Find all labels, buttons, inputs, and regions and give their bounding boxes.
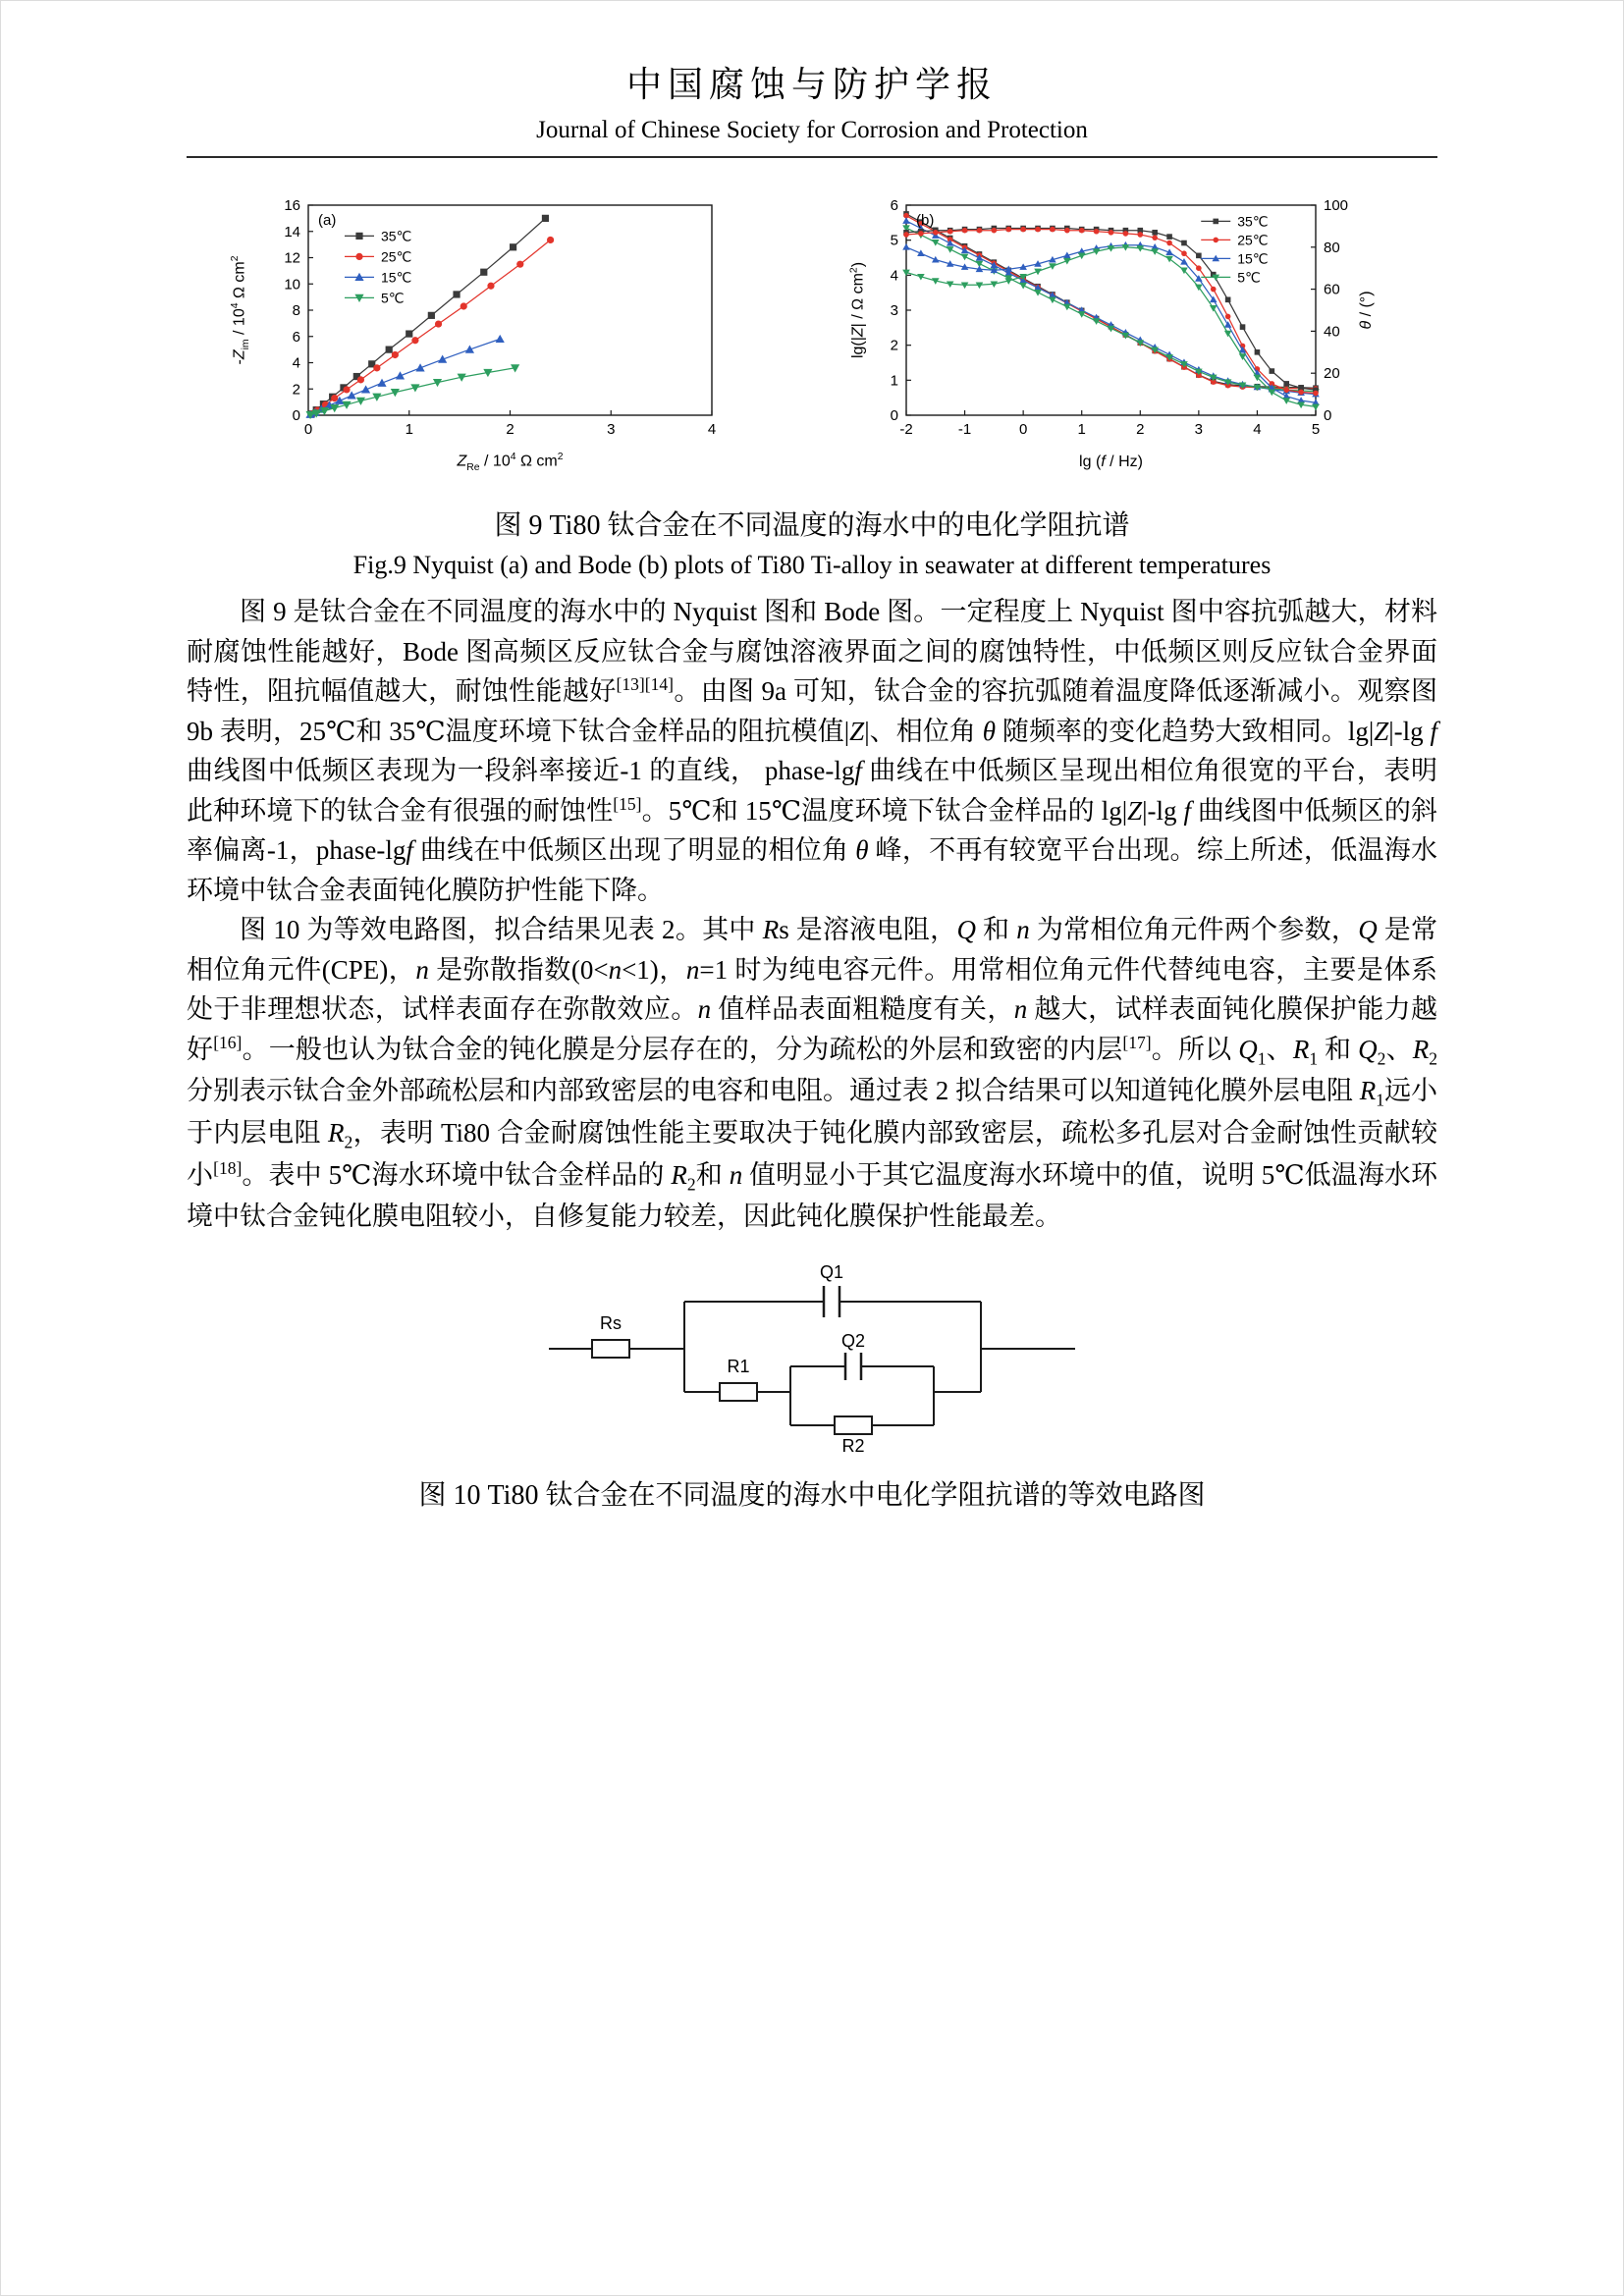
body-paragraph-2: 图 10 为等效电路图，拟合结果见表 2。其中 Rs 是溶液电阻，Q 和 n 为常相位角元件两个参数，Q 是常相位角元件(CPE)，n 是弥散指数(0<n<1)，n=1 时为纯电容元件。用常相位角元件代替纯电容，主要是体系处于非理想状态，试样表面存在弥散效应。n 值样品表面粗糙度有关，n 越大，试样表面钝化膜保护能力越好[16]。一般也认为钛合金的钝化膜是分层存在的，分为疏松的外层和致密的内层[17]。所以 $Q_1$、$R_1$ 和 $Q_2$、$R_2$ 分别表示钛合金外部疏松层和内部致密层的电容和电阻。通过表 2 拟合结果可以知道钝化膜外层电阻 $R_1$远小于内层电阻 $R_2$，表明 Ti80 合金耐腐蚀性能主要取决于钝化膜内部致密层，疏松多孔层对合金耐蚀性贡献较小[18]。表中 5℃海水环境中钛合金样品的 $R_2$和 n 值明显小于其它温度海水环境中的值，说明 5℃低温海水环境中钛合金钝化膜电阻较小，自修复能力较差，因此钝化膜保护性能最差。 — [187, 915, 1438, 1232]
resistor-r1 — [720, 1383, 757, 1401]
body-paragraph-1: 图 9 是钛合金在不同温度的海水中的 Nyquist 图和 Bode 图。一定程度上 Nyquist 图中容抗弧越大，材料耐腐蚀性能越好，Bode 图高频区反应钛合金与腐蚀溶液界面之间的腐蚀特性，中低频区则反应钛合金界面特性，阻抗幅值越大，耐蚀性能越好[13][14]。由图 9a 可知，钛合金的容抗弧随着温度降低逐渐减小。观察图 9b 表明，25℃和 35℃温度环境下钛合金样品的阻抗模值|Z|、相位角 θ 随频率的变化趋势大致相同。lg|Z|-lg f 曲线图中低频区表现为一段斜率接近-1 的直线， phase-lgf 曲线在中低频区呈现出相位角很宽的平台，表明此种环境下的钛合金有很强的耐蚀性[15]。5℃和 15℃温度环境下钛合金样品的 lg|Z|-lg f 曲线图中低频区的斜率偏离-1，phase-lgf 曲线在中低频区出现了明显的相位角 θ 峰，不再有较宽平台出现。综上所述，低温海水环境中钛合金表面钝化膜防护性能下降。 — [187, 597, 1438, 905]
body-text — [187, 592, 1437, 1237]
svg-text:35℃: 35℃ — [380, 228, 412, 244]
svg-text:6: 6 — [292, 328, 300, 346]
bode-y2-axis-label: θ / (°) — [1358, 291, 1375, 330]
svg-text:4: 4 — [707, 421, 717, 438]
series-25℃ — [307, 237, 554, 417]
svg-text:1: 1 — [405, 421, 413, 438]
figure9-caption-zh: 图 9 Ti80 钛合金在不同温度的海水中的电化学阻抗谱 — [494, 510, 1130, 541]
svg-text:4: 4 — [1253, 421, 1262, 438]
svg-text:3: 3 — [607, 421, 616, 438]
svg-text:15℃: 15℃ — [380, 269, 412, 286]
svg-text:16: 16 — [284, 197, 300, 214]
nyquist-x-axis-label: $Z_{Re} / 10^4$ Ω $cm^2$ — [457, 452, 564, 473]
svg-text:4: 4 — [890, 267, 898, 285]
svg-text:10: 10 — [284, 276, 300, 294]
svg-text:80: 80 — [1324, 239, 1340, 256]
svg-text:40: 40 — [1324, 323, 1340, 341]
legend — [345, 228, 411, 305]
equivalent-circuit-figure — [187, 1262, 1437, 1462]
figure9-caption-en: Fig.9 Nyquist (a) and Bode (b) plots of Ti80 Ti-alloy in seawater at different temperatures — [352, 551, 1272, 579]
circuit-label-q1: Q1 — [819, 1261, 844, 1282]
circuit-label-r1: R1 — [727, 1356, 750, 1376]
svg-text:25℃: 25℃ — [380, 248, 412, 265]
circuit-label-q2: Q2 — [840, 1330, 866, 1351]
equivalent-circuit-canvas — [537, 1262, 1087, 1457]
svg-text:0: 0 — [1018, 421, 1028, 438]
svg-text:0: 0 — [1324, 407, 1332, 424]
svg-text:5: 5 — [1311, 421, 1321, 438]
resistor-rs — [592, 1340, 629, 1358]
x-axis-ticks — [899, 410, 1320, 438]
svg-text:2: 2 — [1136, 421, 1145, 438]
bode-y-axis-label: lg(|Z| / Ω $cm^2$) — [848, 261, 867, 359]
svg-text:-1: -1 — [957, 421, 972, 438]
svg-text:5℃: 5℃ — [380, 290, 405, 306]
svg-text:20: 20 — [1324, 365, 1340, 383]
svg-text:35℃: 35℃ — [1237, 213, 1269, 230]
panel-label: (a) — [318, 212, 337, 229]
svg-text:2: 2 — [506, 421, 514, 438]
svg-text:0: 0 — [303, 421, 313, 438]
svg-text:25℃: 25℃ — [1237, 232, 1269, 248]
journal-title-zh: 中国腐蚀与防护学报 — [625, 65, 998, 104]
svg-text:3: 3 — [1194, 421, 1204, 438]
svg-text:4: 4 — [292, 354, 300, 372]
circuit-label-rs: Rs — [600, 1312, 622, 1333]
plot-frame — [308, 205, 712, 415]
svg-text:-2: -2 — [899, 421, 913, 438]
svg-text:15℃: 15℃ — [1237, 250, 1269, 267]
nyquist-canvas — [226, 191, 731, 478]
figure10-caption-zh: 图 10 Ti80 钛合金在不同温度的海水中电化学阻抗谱的等效电路图 — [418, 1479, 1206, 1511]
svg-text:14: 14 — [284, 223, 300, 240]
svg-text:2: 2 — [890, 337, 898, 354]
journal-title-en: Journal of Chinese Society for Corrosion and Protection — [536, 117, 1088, 143]
svg-text:12: 12 — [284, 249, 300, 267]
svg-text:0: 0 — [292, 407, 300, 424]
svg-text:3: 3 — [890, 302, 898, 319]
svg-text:8: 8 — [292, 302, 300, 319]
bode-canvas — [843, 191, 1379, 478]
svg-text:1: 1 — [1077, 421, 1086, 438]
nyquist-y-axis-label: $-Z_{im} / 10^4$ Ω $cm^2$ — [230, 255, 251, 365]
svg-text:1: 1 — [890, 372, 898, 390]
nyquist-chart — [226, 191, 731, 478]
svg-text:60: 60 — [1324, 281, 1340, 298]
svg-text:0: 0 — [890, 407, 898, 424]
x-axis-ticks — [304, 410, 716, 438]
bode-x-axis-label: lg (f / Hz) — [1079, 454, 1143, 470]
panel-label: (b) — [916, 212, 935, 229]
circuit-label-r2: R2 — [841, 1435, 865, 1456]
svg-text:2: 2 — [292, 381, 300, 399]
resistor-r2 — [835, 1416, 872, 1434]
bode-chart — [843, 191, 1379, 478]
figure9-charts-row — [226, 191, 1379, 478]
series-35℃ — [307, 215, 549, 417]
svg-text:6: 6 — [890, 197, 898, 214]
header-divider — [187, 156, 1437, 158]
svg-text:5: 5 — [890, 232, 898, 249]
svg-text:100: 100 — [1324, 197, 1349, 214]
svg-text:5℃: 5℃ — [1237, 269, 1261, 286]
